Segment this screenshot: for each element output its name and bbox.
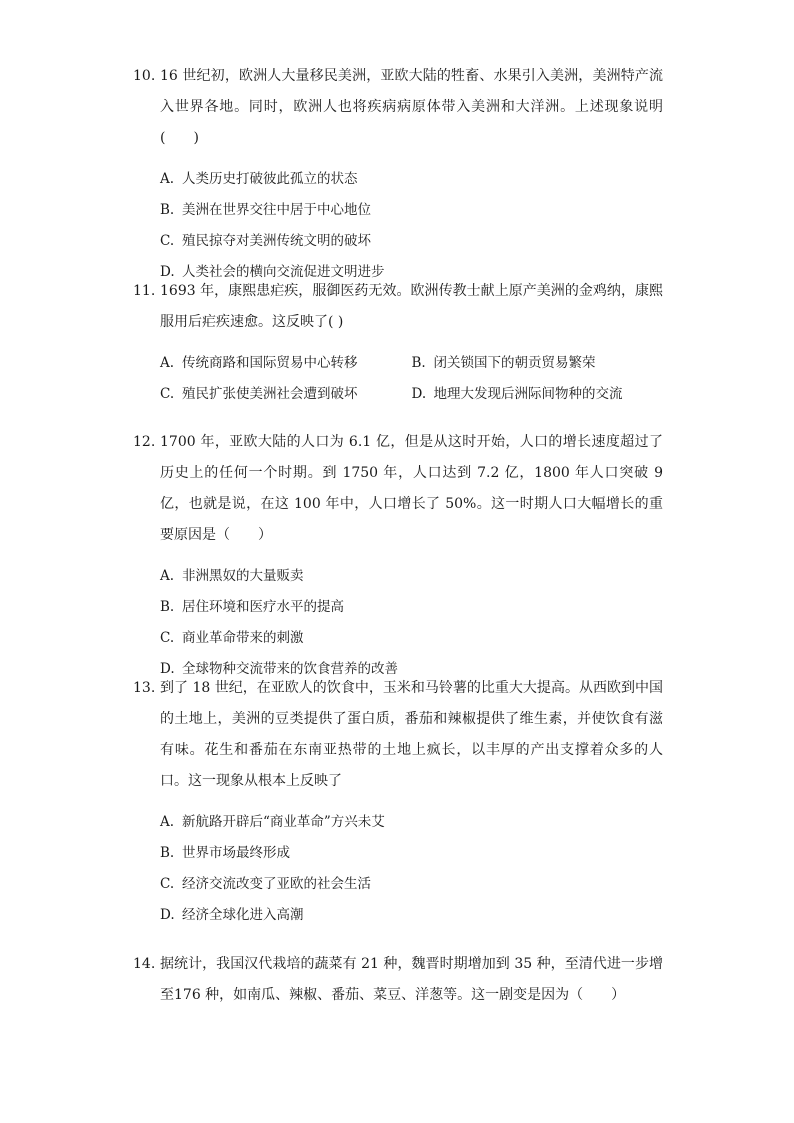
- option-letter: B.: [160, 845, 175, 861]
- option-text: 殖民掠夺对美洲传统文明的破坏: [182, 233, 371, 249]
- option-text: 传统商路和国际贸易中心转移: [182, 355, 358, 371]
- options-list: [160, 561, 663, 685]
- option-letter: C.: [160, 630, 175, 646]
- option-text: 美洲在世界交往中居于中心地位: [182, 202, 371, 218]
- option-letter: D.: [160, 264, 175, 280]
- option-d: [160, 900, 663, 931]
- question-number: 10.: [133, 68, 156, 84]
- option-letter: B.: [411, 355, 426, 371]
- question-10: [133, 61, 663, 288]
- option-letter: A.: [160, 171, 175, 187]
- option-text: 人类社会的横向交流促进文明进步: [182, 264, 385, 280]
- options-row: [160, 348, 663, 379]
- option-c: [160, 869, 663, 900]
- option-text: 世界市场最终形成: [182, 845, 290, 861]
- option-text: 经济全球化进入高潮: [182, 907, 304, 923]
- options-row: [160, 379, 663, 410]
- question-number: 11.: [133, 283, 156, 299]
- option-letter: D.: [411, 386, 427, 402]
- question-number: 13.: [133, 680, 156, 696]
- option-letter: A.: [160, 355, 175, 371]
- option-text: 经济交流改变了亚欧的社会生活: [182, 876, 371, 892]
- question-12: [133, 427, 663, 685]
- option-letter: B.: [160, 599, 175, 615]
- question-14: [133, 949, 663, 1011]
- option-b: [160, 838, 663, 869]
- option-letter: D.: [160, 661, 175, 677]
- option-text: 商业革命带来的刺激: [182, 630, 304, 646]
- option-letter: A.: [160, 568, 175, 584]
- option-text: 新航路开辟后“商业革命”方兴未艾: [182, 814, 385, 830]
- option-a: [160, 348, 412, 379]
- option-b: [160, 195, 663, 226]
- question-13: [133, 673, 663, 931]
- option-letter: D.: [160, 907, 175, 923]
- option-text: 人类历史打破彼此孤立的状态: [182, 171, 358, 187]
- option-letter: C.: [160, 876, 175, 892]
- question-text: 据统计，我国汉代栽培的蔬菜有 21 种，魏晋时期增加到 35 种，至清代进一步增至176 种，如南瓜、辣椒、番茄、菜豆、洋葱等。这一剧变是因为（ ）: [160, 956, 663, 1003]
- question-11: [133, 276, 663, 410]
- option-letter: C.: [160, 386, 175, 402]
- option-text: 殖民扩张使美洲社会遭到破坏: [182, 386, 358, 402]
- question-number: 14.: [133, 956, 156, 972]
- option-c: [160, 379, 412, 410]
- question-text: 1693 年，康熙患疟疾，服御医药无效。欧洲传教士献上原产美洲的金鸡纳，康熙服用后疟疾速愈。这反映了( ): [160, 283, 663, 330]
- option-b: [160, 592, 663, 623]
- options-list: [160, 807, 663, 931]
- question-text: 到了 18 世纪，在亚欧人的饮食中，玉米和马铃薯的比重大大提高。从西欧到中国的土地上，美洲的豆类提供了蛋白质，番茄和辣椒提供了维生素，并使饮食有滋有味。花生和番茄在东南亚热带的土地上疯长，以丰厚的产出支撑着众多的人口。这一现象从根本上反映了: [160, 680, 663, 789]
- option-text: 全球物种交流带来的饮食营养的改善: [182, 661, 398, 677]
- option-a: [160, 561, 663, 592]
- options-list: [160, 164, 663, 288]
- option-d: [412, 379, 664, 410]
- question-text: 16 世纪初，欧洲人大量移民美洲，亚欧大陆的牲畜、水果引入美洲，美洲特产流入世界各地。同时，欧洲人也将疾病病原体带入美洲和大洋洲。上述现象说明( ): [160, 68, 663, 146]
- option-letter: A.: [160, 814, 175, 830]
- option-c: [160, 226, 663, 257]
- option-a: [160, 164, 663, 195]
- option-text: 非洲黑奴的大量贩卖: [182, 568, 304, 584]
- option-a: [160, 807, 663, 838]
- option-c: [160, 623, 663, 654]
- option-b: [412, 348, 664, 379]
- option-letter: B.: [160, 202, 175, 218]
- option-text: 居住环境和医疗水平的提高: [182, 599, 344, 615]
- option-text: 地理大发现后洲际间物种的交流: [433, 386, 623, 402]
- options-list: [160, 348, 663, 410]
- option-letter: C.: [160, 233, 175, 249]
- question-number: 12.: [133, 434, 156, 450]
- question-text: 1700 年，亚欧大陆的人口为 6.1 亿，但是从这时开始，人口的增长速度超过了历史上的任何一个时期。到 1750 年，人口达到 7.2 亿，1800 年人口突破 9 亿，也就是说，在这 100 年中，人口增长了 50%。这一时期人口大幅增长的重要原因是（ ）: [160, 434, 663, 543]
- option-text: 闭关锁国下的朝贡贸易繁荣: [433, 355, 596, 371]
